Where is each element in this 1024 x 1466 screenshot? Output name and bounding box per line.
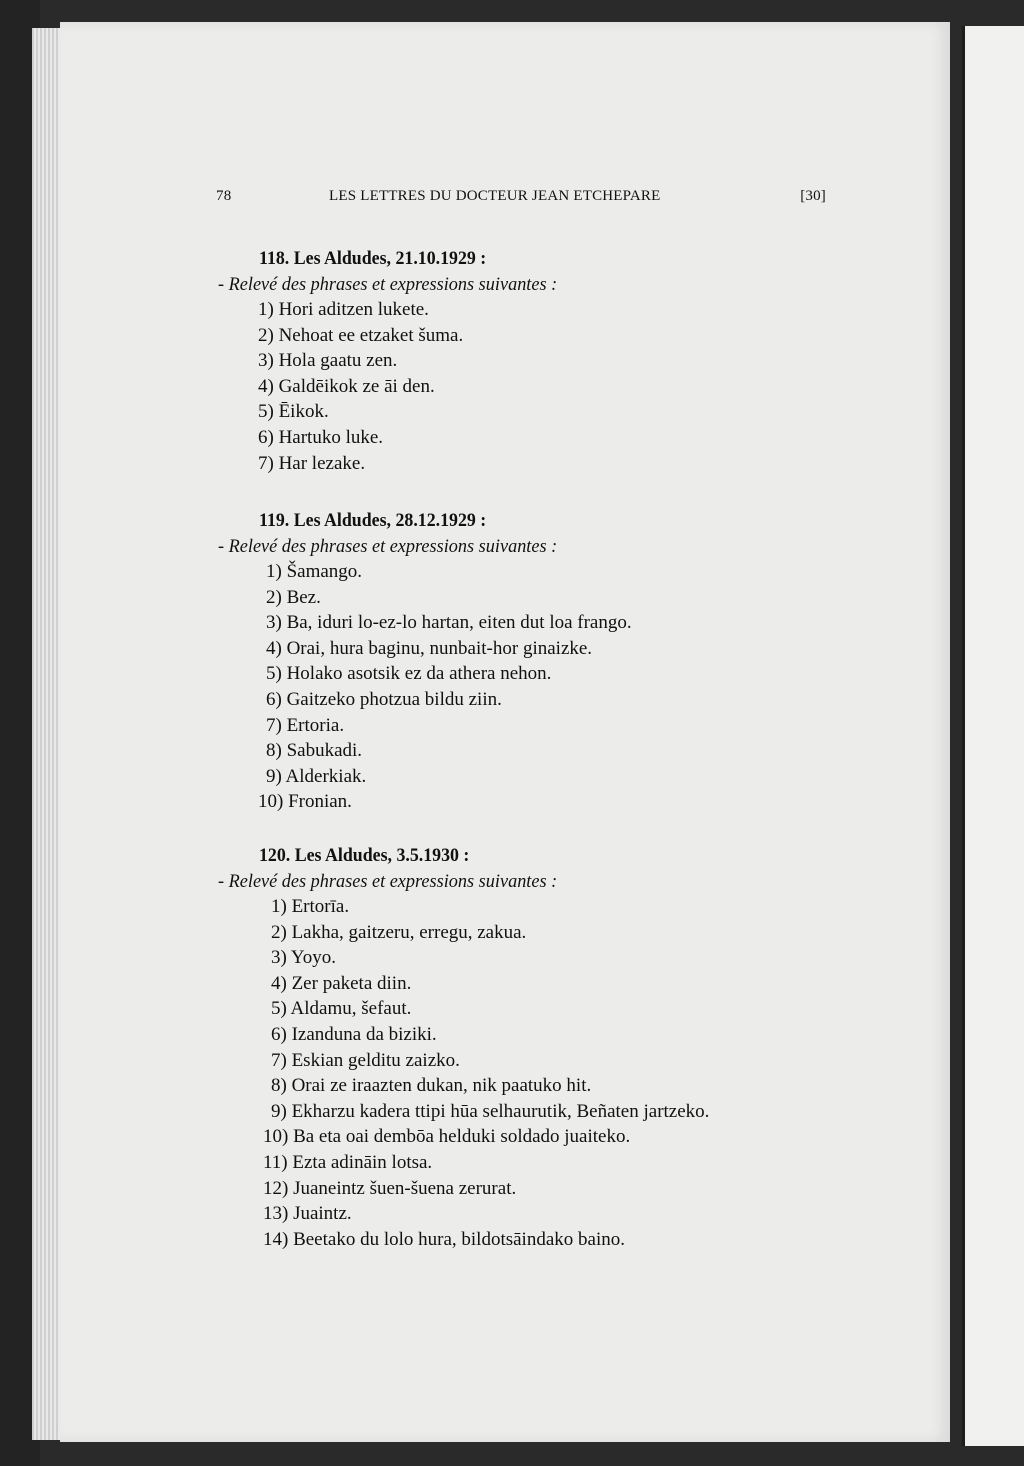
list-item: 1) Ertorīa.	[271, 896, 350, 917]
list-item: 2) Lakha, gaitzeru, erregu, zakua.	[271, 921, 527, 943]
phrase-list	[218, 894, 818, 1252]
list-item: 7) Har lezake.	[258, 452, 366, 474]
section-subtitle: - Relevé des phrases et expressions suivantes :	[218, 274, 558, 295]
section-title: 120. Les Aldudes, 3.5.1930 :	[259, 845, 470, 866]
list-item: 3) Ba, iduri lo-ez-lo hartan, eiten dut loa frango.	[266, 612, 632, 634]
list-item: 14) Beetako du lolo hura, bildotsāindako baino.	[263, 1228, 625, 1250]
list-item: 1) Hori aditzen lukete.	[258, 299, 429, 320]
list-item: 10) Ba eta oai dembōa helduki soldado juaiteko.	[263, 1126, 631, 1148]
list-item: 4) Zer paketa diin.	[271, 972, 412, 994]
list-item: 9) Alderkiak.	[266, 765, 367, 787]
section-reference: [30]	[800, 188, 826, 204]
list-item: 2) Bez.	[266, 586, 321, 608]
facing-page-edge	[962, 26, 1024, 1446]
list-item: 8) Sabukadi.	[266, 740, 363, 762]
list-item: 6) Gaitzeko photzua bildu ziin.	[266, 688, 502, 710]
list-item: 5) Aldamu, šefaut.	[271, 998, 412, 1020]
section-subtitle: - Relevé des phrases et expressions suivantes :	[218, 871, 558, 892]
list-item: 13) Juaintz.	[263, 1203, 352, 1225]
list-item: 7) Ertoria.	[266, 714, 345, 736]
phrase-list	[218, 559, 818, 815]
list-item: 8) Orai ze iraazten dukan, nik paatuko hit.	[271, 1075, 592, 1097]
list-item: 11) Ezta adināin lotsa.	[263, 1151, 433, 1173]
list-item: 5) Ēikok.	[258, 401, 329, 423]
letter-section-120	[218, 843, 818, 1252]
section-title: 119. Les Aldudes, 28.12.1929 :	[259, 510, 487, 531]
page-number: 78	[216, 188, 232, 204]
list-item: 7) Eskian gelditu zaizko.	[271, 1049, 460, 1071]
list-item: 12) Juaneintz šuen-šuena zerurat.	[263, 1177, 517, 1199]
list-item: 9) Ekharzu kadera ttipi hūa selhaurutik, Beñaten jartzeko.	[271, 1100, 710, 1122]
letter-section-118	[218, 246, 818, 476]
list-item: 10) Fronian.	[258, 791, 352, 813]
section-subtitle: - Relevé des phrases et expressions suivantes :	[218, 536, 558, 557]
list-item: 2) Nehoat ee etzaket šuma.	[258, 324, 464, 346]
list-item: 4) Galdēikok ze āi den.	[258, 375, 435, 397]
page-edges	[32, 28, 62, 1440]
phrase-list	[218, 297, 818, 476]
running-header	[216, 188, 826, 210]
list-item: 4) Orai, hura baginu, nunbait-hor ginaizke.	[266, 637, 593, 659]
running-title: LES LETTRES DU DOCTEUR JEAN ETCHEPARE	[329, 188, 661, 204]
list-item: 6) Hartuko luke.	[258, 426, 384, 448]
list-item: 5) Holako asotsik ez da athera nehon.	[266, 663, 552, 685]
list-item: 3) Hola gaatu zen.	[258, 350, 398, 372]
list-item: 1) Šamango.	[266, 561, 363, 582]
list-item: 3) Yoyo.	[271, 947, 336, 969]
section-title: 118. Les Aldudes, 21.10.1929 :	[259, 248, 487, 269]
list-item: 6) Izanduna da biziki.	[271, 1023, 437, 1045]
letter-section-119	[218, 508, 818, 815]
